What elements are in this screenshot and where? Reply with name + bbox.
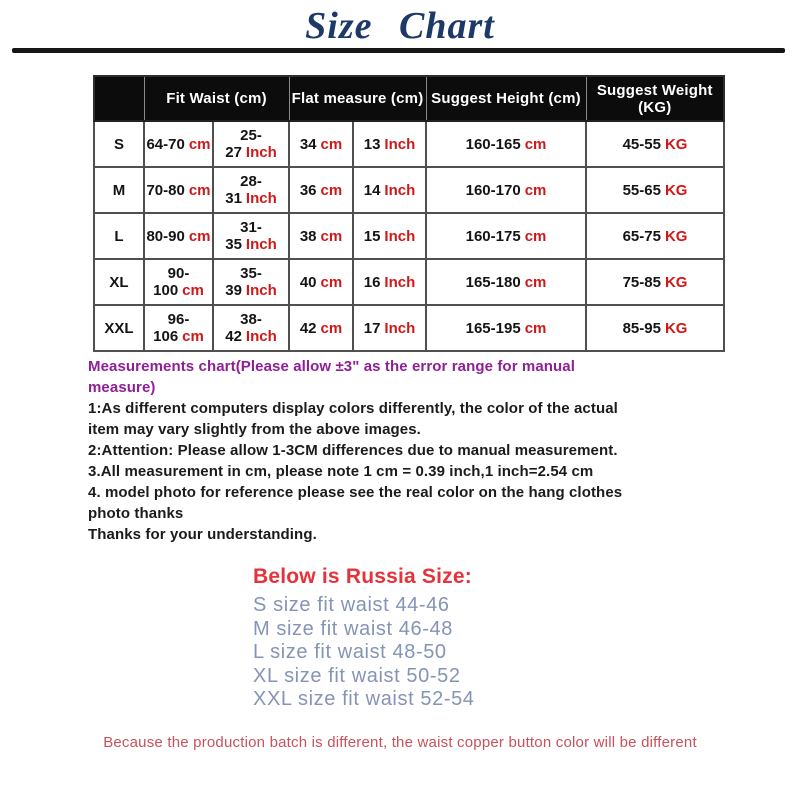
table-row (94, 305, 724, 351)
cm-unit: cm (524, 319, 547, 337)
cm-unit: cm (182, 282, 204, 299)
suggest-weight-cell: 65-75 KG (586, 213, 724, 259)
inch-unit: Inch (245, 144, 277, 161)
fit-waist-cm-cell: 90-100 cm (144, 259, 213, 305)
suggest-height-cell: 160-165 cm (426, 121, 586, 167)
table-row (94, 121, 724, 167)
inch-unit: Inch (245, 236, 277, 253)
suggest-height-cell: 165-195 cm (426, 305, 586, 351)
fit-waist-inch-cell: 35-39 Inch (213, 259, 289, 305)
table-row (94, 213, 724, 259)
russia-size-line: L size fit waist 48-50 (253, 641, 447, 663)
measurement-notes (88, 356, 728, 545)
cm-unit: cm (188, 135, 211, 153)
title-underline-rule (12, 48, 785, 53)
cm-unit: cm (188, 227, 211, 245)
suggest-weight-cell: 75-85 KG (586, 259, 724, 305)
header-fit-waist: Fit Waist (cm) (144, 76, 289, 121)
flat-measure-inch-cell: 15 Inch (353, 213, 426, 259)
size-label: XXL (94, 305, 144, 351)
cm-unit: cm (524, 227, 547, 245)
inch-unit: Inch (384, 319, 416, 337)
fit-waist-inch-cell: 28-31 Inch (213, 167, 289, 213)
header-suggest-weight: Suggest Weight (KG) (586, 76, 724, 121)
suggest-weight-cell: 45-55 KG (586, 121, 724, 167)
russia-size-list (253, 594, 475, 712)
inch-unit: Inch (245, 282, 277, 299)
suggest-weight-cell: 85-95 KG (586, 305, 724, 351)
kg-unit: KG (664, 181, 688, 199)
fit-waist-cm-cell: 70-80 cm (144, 167, 213, 213)
flat-measure-inch-cell: 13 Inch (353, 121, 426, 167)
russia-size-line: M size fit waist 46-48 (253, 617, 453, 640)
flat-measure-cm-cell: 38 cm (289, 213, 353, 259)
kg-unit: KG (664, 273, 688, 291)
kg-unit: KG (664, 135, 688, 153)
flat-measure-inch-cell: 14 Inch (353, 167, 426, 213)
flat-measure-cm-cell: 40 cm (289, 259, 353, 305)
size-chart-table (93, 75, 725, 352)
flat-measure-inch-cell: 17 Inch (353, 305, 426, 351)
flat-measure-cm-cell: 42 cm (289, 305, 353, 351)
inch-unit: Inch (245, 190, 277, 207)
russia-size-section (253, 565, 475, 712)
flat-measure-cm-cell: 36 cm (289, 167, 353, 213)
inch-unit: Inch (384, 273, 416, 291)
production-batch-note: Because the production batch is different, the waist copper button color will be different (103, 734, 697, 751)
suggest-height-cell: 160-170 cm (426, 167, 586, 213)
header-flat-measure: Flat measure (cm) (289, 76, 426, 121)
table-row (94, 259, 724, 305)
notes-heading-line: measure) (88, 379, 156, 396)
table-header-row (94, 76, 724, 121)
note-line: photo thanks (88, 505, 184, 522)
note-line: Thanks for your understanding. (88, 526, 317, 543)
page-title: Size Chart (305, 5, 495, 47)
note-line: 2:Attention: Please allow 1-3CM differences due to manual measurement. (88, 442, 618, 459)
inch-unit: Inch (384, 135, 416, 153)
fit-waist-inch-cell: 25-27 Inch (213, 121, 289, 167)
flat-measure-inch-cell: 16 Inch (353, 259, 426, 305)
size-label: S (94, 121, 144, 167)
russia-size-line: XL size fit waist 50-52 (253, 664, 461, 687)
russia-size-line: S size fit waist 44-46 (253, 594, 450, 616)
kg-unit: KG (664, 227, 688, 245)
cm-unit: cm (188, 181, 211, 199)
note-line: item may vary slightly from the above images. (88, 421, 421, 438)
cm-unit: cm (182, 328, 204, 345)
size-label: M (94, 167, 144, 213)
cm-unit: cm (524, 181, 547, 199)
header-suggest-height: Suggest Height (cm) (426, 76, 586, 121)
note-line: 1:As different computers display colors differently, the color of the actual (88, 400, 618, 417)
note-line: 4. model photo for reference please see the real color on the hang clothes (88, 484, 623, 501)
fit-waist-cm-cell: 80-90 cm (144, 213, 213, 259)
note-line: 3.All measurement in cm, please note 1 cm = 0.39 inch,1 inch=2.54 cm (88, 463, 594, 480)
russia-size-heading: Below is Russia Size: (253, 565, 472, 588)
suggest-weight-cell: 55-65 KG (586, 167, 724, 213)
cm-unit: cm (320, 273, 343, 291)
suggest-height-cell: 165-180 cm (426, 259, 586, 305)
inch-unit: Inch (384, 181, 416, 199)
cm-unit: cm (320, 227, 343, 245)
flat-measure-cm-cell: 34 cm (289, 121, 353, 167)
russia-size-line: XXL size fit waist 52-54 (253, 688, 475, 710)
cm-unit: cm (524, 135, 547, 153)
table-row (94, 167, 724, 213)
size-label: XL (94, 259, 144, 305)
kg-unit: KG (664, 319, 688, 337)
suggest-height-cell: 160-175 cm (426, 213, 586, 259)
inch-unit: Inch (384, 227, 416, 245)
size-label: L (94, 213, 144, 259)
cm-unit: cm (320, 181, 343, 199)
corner-header-cell (94, 76, 144, 121)
fit-waist-inch-cell: 31-35 Inch (213, 213, 289, 259)
cm-unit: cm (524, 273, 547, 291)
fit-waist-cm-cell: 96-106 cm (144, 305, 213, 351)
cm-unit: cm (320, 135, 343, 153)
fit-waist-cm-cell: 64-70 cm (144, 121, 213, 167)
cm-unit: cm (320, 319, 343, 337)
inch-unit: Inch (245, 328, 277, 345)
notes-heading-line: Measurements chart(Please allow ±3" as the error range for manual (88, 358, 576, 375)
fit-waist-inch-cell: 38-42 Inch (213, 305, 289, 351)
